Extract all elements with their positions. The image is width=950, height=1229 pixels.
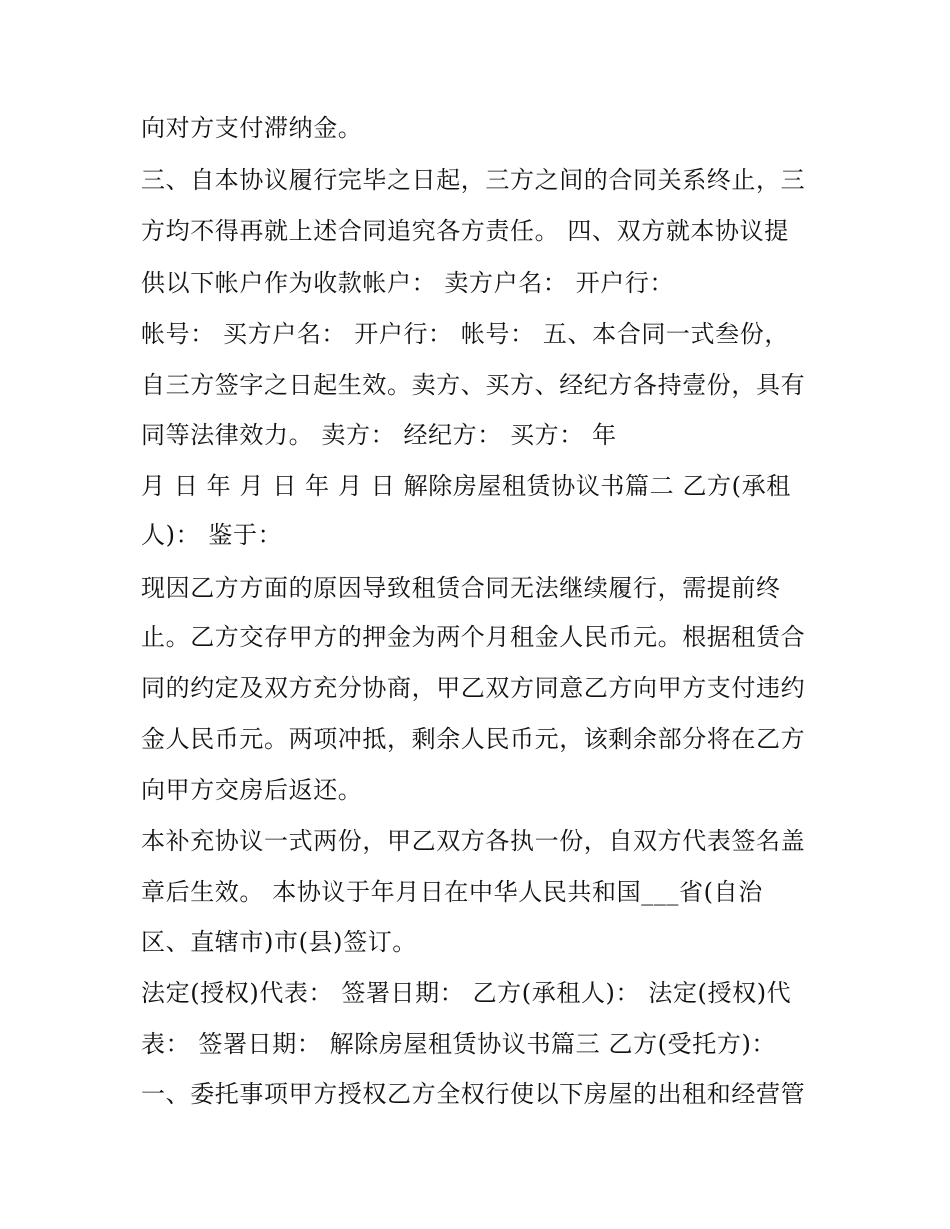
text-line: 金人民币元。两项冲抵，剩余人民币元，该剩余部分将在乙方 — [141, 725, 806, 753]
text-line: 法定(授权)代表： 签署日期： 乙方(承租人)： 法定(授权)代 — [141, 979, 792, 1007]
text-line: 止。乙方交存甲方的押金为两个月租金人民币元。根据租赁合 — [141, 623, 806, 651]
text-line: 帐号： 买方户名： 开户行： 帐号： 五、本合同一式叁份， — [141, 320, 789, 348]
text-line: 方均不得再就上述合同追究各方责任。 四、双方就本协议提 — [141, 217, 789, 245]
text-line: 向甲方交房后返还。 — [141, 776, 363, 804]
text-line: 供以下帐户作为收款帐户： 卖方户名： 开户行： — [141, 269, 675, 297]
text-line: 同等法律效力。 卖方： 经纪方： 买方： 年 — [141, 421, 617, 449]
text-line: 章后生效。 本协议于年月日在中华人民共和国___省(自治 — [141, 878, 763, 906]
text-line: 同的约定及双方充分协商，甲乙双方同意乙方向甲方支付违约 — [141, 674, 806, 702]
text-line: 表： 签署日期： 解除房屋租赁协议书篇三 乙方(受托方)： — [141, 1030, 777, 1058]
text-line: 三、自本协议履行完毕之日起，三方之间的合同关系终止，三 — [141, 166, 806, 194]
text-line: 月 日 年 月 日 年 月 日 解除房屋租赁协议书篇二 乙方(承租 — [141, 472, 791, 500]
text-line: 人)： 鉴于： — [141, 521, 283, 549]
text-line: 现因乙方方面的原因导致租赁合同无法继续履行，需提前终 — [141, 574, 781, 602]
text-line: 向对方支付滞纳金。 — [141, 114, 363, 142]
text-line: 本补充协议一式两份，甲乙双方各执一份，自双方代表签名盖 — [141, 827, 806, 855]
text-line: 区、直辖市)市(县)签订。 — [141, 928, 417, 956]
text-line: 自三方签字之日起生效。卖方、买方、经纪方各持壹份，具有 — [141, 371, 806, 399]
text-line: 一、委托事项甲方授权乙方全权行使以下房屋的出租和经营管 — [141, 1080, 806, 1108]
